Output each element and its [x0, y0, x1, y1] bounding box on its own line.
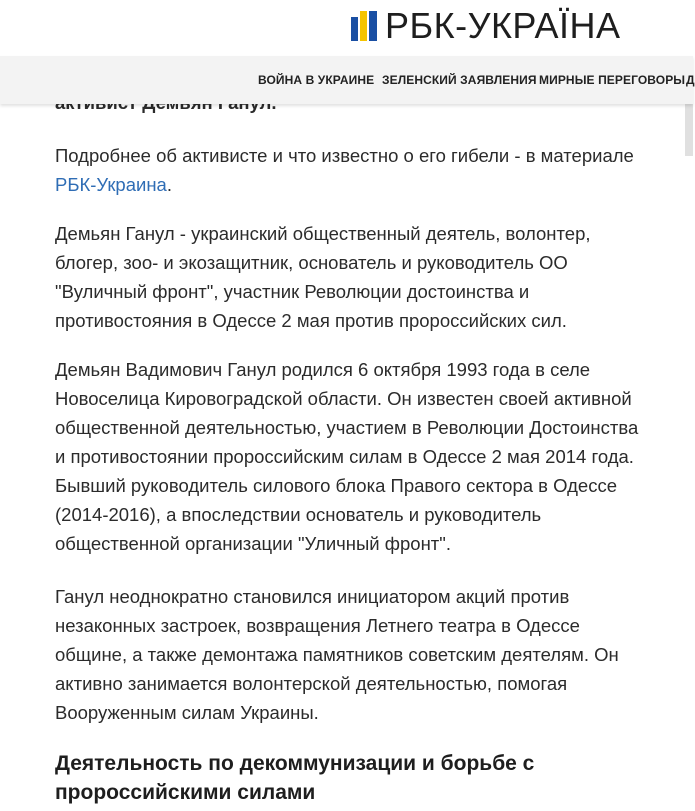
nav-item-zelensky-statements[interactable]: ЗЕЛЕНСКИЙ ЗАЯВЛЕНИЯ — [382, 73, 537, 87]
paragraph-more-info — [55, 141, 645, 199]
paragraph-end: . — [166, 174, 172, 195]
paragraph-biography-intro: Демьян Ганул - украинский общественный деятель, волонтер, блогер, зоо- и экозащитник, основатель и руководитель ОО "Вуличный фронт", участник Революции достоинства и противостояния в Одессе 2 мая против пророссийских сил. — [55, 223, 591, 331]
rbc-ukraine-link[interactable]: РБК-Украина — [55, 174, 167, 195]
scrollbar[interactable] — [685, 104, 693, 156]
nav-item-more[interactable]: Д — [686, 73, 695, 87]
site-header — [0, 0, 693, 56]
section-heading: Деятельность по декоммунизации и борьбе с пророссийскими силами — [55, 752, 535, 804]
nav-item-peace-talks[interactable]: МИРНЫЕ ПЕРЕГОВОРЫ — [539, 73, 686, 87]
paragraph-activism: Ганул неоднократно становился инициатором акций против незаконных застроек, возвращения Летнего театра в Одессе общине, а также демонтажа памятников советским деятелям. Он активно занимается волонтерской деятельностью, помогая Вооруженным силам Украины. — [55, 586, 619, 723]
paragraph-biography-details: Демьян Вадимович Ганул родился 6 октября 1993 года в селе Новоселица Кировоградской области. Он известен своей активной общественной деятельностью, участием в Революции Достоинства и противостоянии пророссийским силам в Одессе 2 мая 2014 года. Бывший руководитель силового блока Правого сектора в Одессе (2014-2016), а впоследствии основатель и руководитель общественной организации "Уличный фронт". — [55, 359, 639, 554]
logo-text: РБК-УКРАЇНА — [385, 5, 621, 46]
paragraph-text: Подробнее об активисте и что известно о его гибели - в материале — [55, 145, 634, 166]
nav-item-war-in-ukraine[interactable]: ВОЙНА В УКРАИНЕ — [258, 73, 375, 87]
flag-bars-icon — [351, 11, 377, 41]
top-navigation — [0, 56, 693, 104]
site-logo[interactable] — [351, 6, 621, 46]
